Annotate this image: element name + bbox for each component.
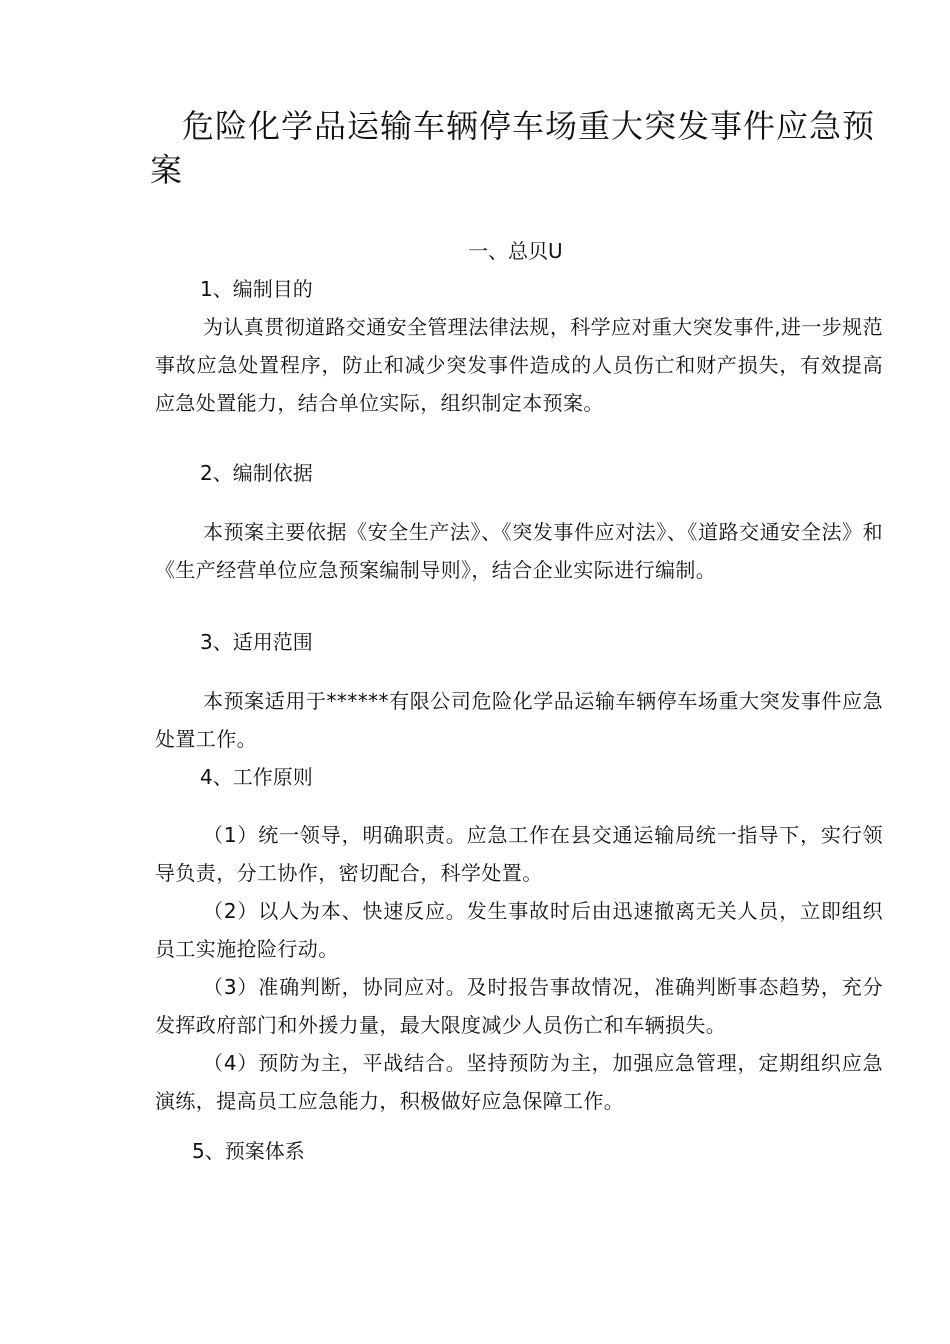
principle-item: （1）统一领导，明确职责。应急工作在县交通运输局统一指导下，实行领导负责，分工协作，密切配合，科学处置。: [155, 823, 883, 885]
principle-item: （3）准确判断，协同应对。及时报告事故情况，准确判断事态趋势，充分发挥政府部门和外援力量，最大限度减少人员伤亡和车辆损失。: [155, 975, 883, 1037]
paragraph-purpose: 为认真贯彻道路交通安全管理法律法规，科学应对重大突发事件,进一步规范事故应急处置程序，防止和减少突发事件造成的人员伤亡和财产损失，有效提高应急处置能力，结合单位实际，组织制定本预案。: [155, 315, 883, 415]
document-title: 危险化学品运输车辆停车场重大突发事件应急预案: [150, 107, 876, 189]
heading-plan-system: 5、预案体系: [192, 1139, 305, 1163]
paragraph-scope: 本预案适用于******有限公司危险化学品运输车辆停车场重大突发事件应急处置工作。: [155, 689, 883, 751]
principle-item: （2）以人为本、快速反应。发生事故时后由迅速撤离无关人员，立即组织员工实施抢险行动。: [155, 899, 883, 961]
principle-item: （4）预防为主，平战结合。坚持预防为主，加强应急管理，定期组织应急演练，提高员工应急能力，积极做好应急保障工作。: [155, 1051, 883, 1113]
paragraph-basis: 本预案主要依据《安全生产法》、《突发事件应对法》、《道路交通安全法》和《生产经营单位应急预案编制导则》，结合企业实际进行编制。: [155, 520, 883, 582]
heading-purpose: 1、编制目的: [200, 277, 313, 301]
heading-basis: 2、编制依据: [200, 461, 313, 485]
section-heading: 一、总贝U: [468, 239, 563, 263]
heading-principles: 4、工作原则: [200, 765, 313, 789]
heading-scope: 3、适用范围: [200, 630, 313, 654]
